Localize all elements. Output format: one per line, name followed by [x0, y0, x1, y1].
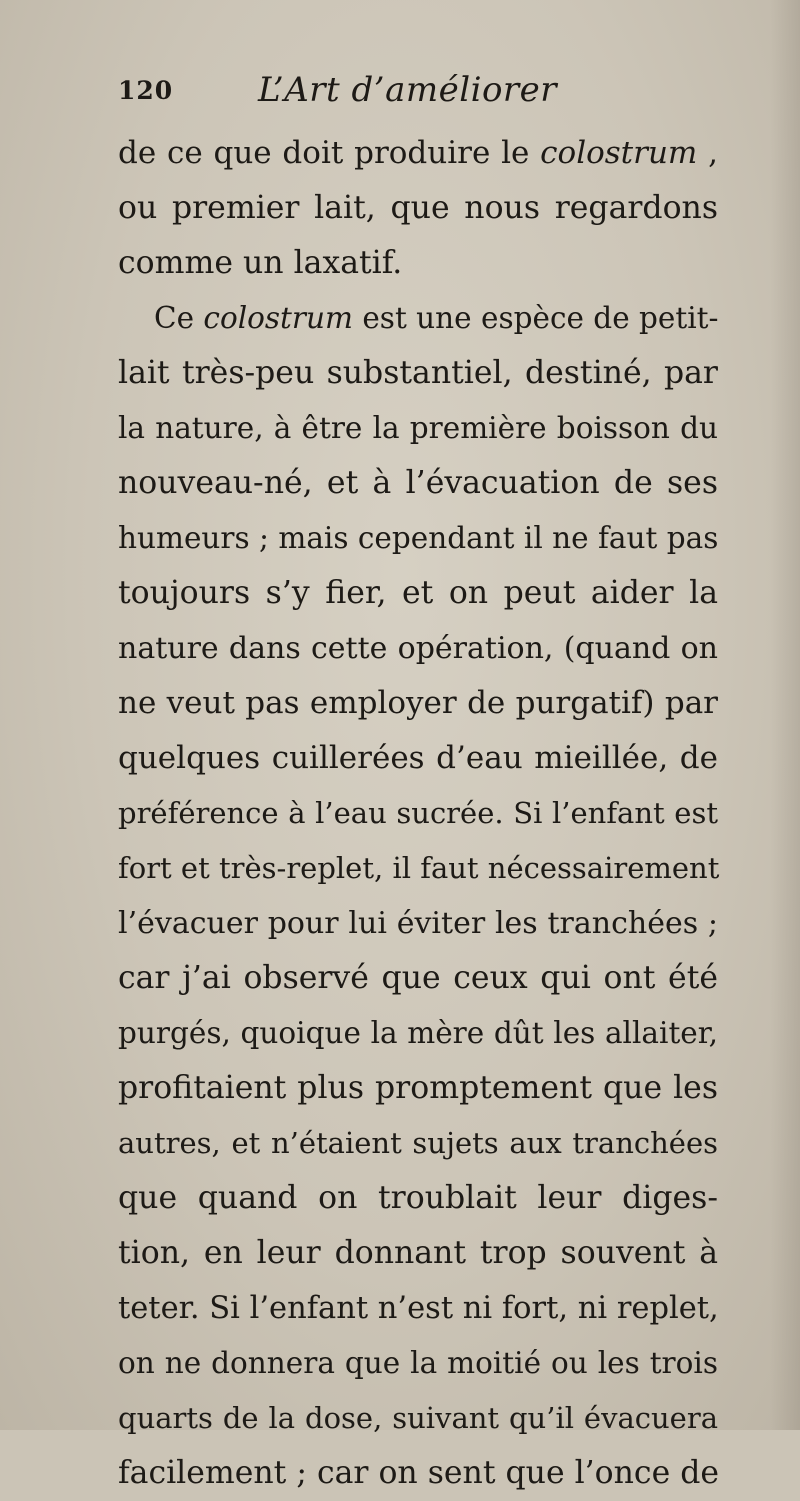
text-line-18: profitaient plus promptement que les	[118, 1070, 718, 1106]
text-line-6: la nature, à être la première boisson du	[118, 411, 718, 445]
running-title: L’Art d’améliorer	[258, 70, 558, 110]
body-text	[118, 126, 718, 1501]
text-line-7: nouveau-né, et à l’évacuation de ses	[118, 465, 718, 501]
text-line-16: car j’ai observé que ceux qui ont été	[118, 960, 718, 996]
text-line-1: de ce que doit produire le colostrum ,	[118, 135, 718, 171]
text-line-5: lait très-peu substantiel, destiné, par	[118, 355, 718, 391]
text-line-4: Ce colostrum est une espèce de petit-	[154, 301, 719, 335]
text-line-3: comme un laxatif.	[118, 245, 403, 281]
text-line-21: tion, en leur donnant trop souvent à	[118, 1235, 718, 1271]
text-line-19: autres, et n’étaient sujets aux tranchées	[118, 1126, 718, 1160]
text-line-12: quelques cuillerées d’eau mieillée, de	[118, 740, 718, 776]
italic-word-colostrum: colostrum	[203, 301, 353, 335]
text-line-15: l’évacuer pour lui éviter les tranchées ;	[118, 906, 718, 941]
text-line-10: nature dans cette opération, (quand on	[118, 631, 718, 666]
text-line-2: ou premier lait, que nous regardons	[118, 190, 718, 226]
text-line-23: on ne donnera que la moitié ou les trois	[118, 1346, 718, 1380]
page-edge-shadow	[770, 0, 800, 1430]
text-line-14: fort et très-replet, il faut nécessairement	[118, 851, 720, 885]
text-line-20: que quand on troublait leur diges-	[118, 1180, 718, 1216]
text-line-17: purgés, quoique la mère dût les allaiter,	[118, 1016, 718, 1050]
text-line-11: ne veut pas employer de purgatif) par	[118, 685, 718, 721]
text-line-24: quarts de la dose, suivant qu’il évacuera	[118, 1401, 718, 1435]
text-line-8: humeurs ; mais cependant il ne faut pas	[118, 521, 719, 555]
text-line-25: facilement ; car on sent que l’once de	[118, 1455, 720, 1491]
text-line-22: teter. Si l’enfant n’est ni fort, ni replet,	[118, 1291, 719, 1326]
italic-word-colostrum: colostrum	[540, 135, 698, 171]
page-number: 120	[118, 76, 174, 105]
text-line-13: préférence à l’eau sucrée. Si l’enfant est	[118, 796, 718, 830]
page-header	[118, 70, 678, 114]
text-line-9: toujours s’y fier, et on peut aider la	[118, 575, 718, 611]
